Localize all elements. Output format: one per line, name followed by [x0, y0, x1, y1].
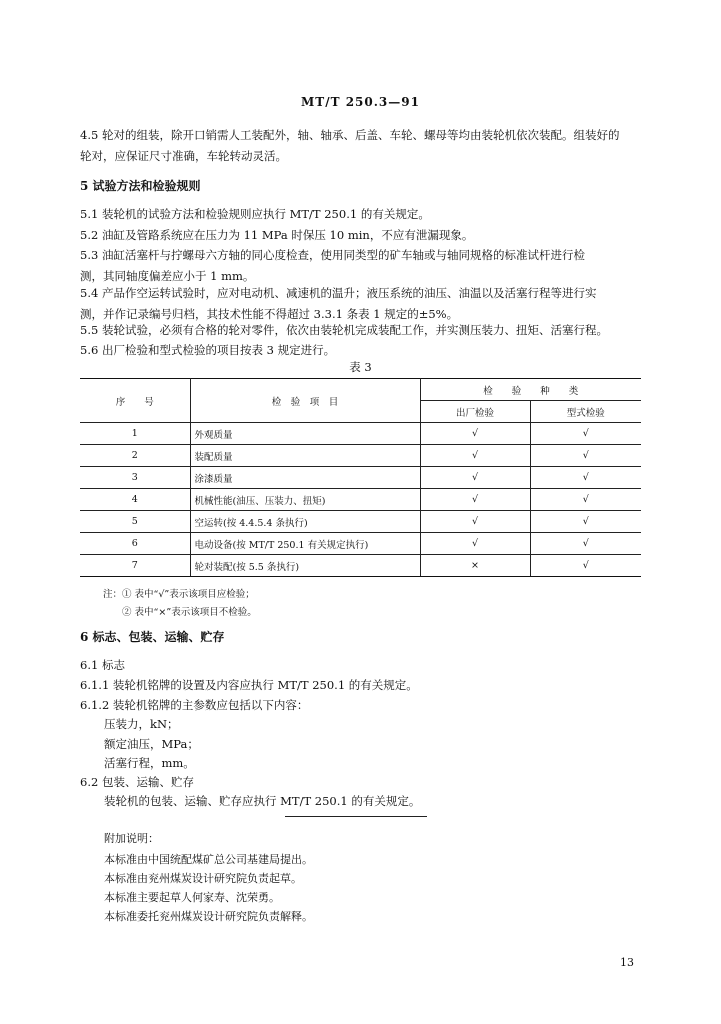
- section-5-3: [80, 245, 645, 287]
- inspection-table: [80, 378, 641, 577]
- section-6-1: 6.1 标志: [80, 658, 125, 672]
- row-no: 7: [80, 555, 190, 577]
- row-no: 5: [80, 511, 190, 533]
- row-item: 外观质量: [190, 423, 420, 445]
- param-stroke: 活塞行程，mm。: [104, 756, 195, 770]
- additional-note-3: 本标准主要起草人何家寿、沈荣勇。: [104, 891, 280, 904]
- col-header-type: 检 验 种 类: [420, 379, 641, 401]
- row-type: √: [530, 489, 641, 511]
- row-factory: √: [420, 423, 530, 445]
- row-type: √: [530, 511, 641, 533]
- section-5-4-line2: 测，并作记录编号归档，其技术性能不得超过 3.3.1 条表 1 规定的±5%。: [80, 307, 459, 321]
- row-factory: √: [420, 489, 530, 511]
- row-item: 电动设备(按 MT/T 250.1 有关规定执行): [190, 533, 420, 555]
- row-no: 1: [80, 423, 190, 445]
- row-type: √: [530, 423, 641, 445]
- additional-notes-title: 附加说明：: [104, 832, 159, 845]
- row-no: 3: [80, 467, 190, 489]
- section-4-5: [80, 125, 645, 167]
- row-type: √: [530, 445, 641, 467]
- section-4-5-line1: 4.5 轮对的组装，除开口销需人工装配外，轴、轴承、后盖、车轮、螺母等均由装轮机依次装配。组装好的: [80, 128, 620, 142]
- table-row: [80, 555, 641, 577]
- table-note-2: ② 表中“×”表示该项目不检验。: [122, 607, 257, 618]
- table-row: [80, 489, 641, 511]
- table-row: [80, 423, 641, 445]
- section-5-6: 5.6 出厂检验和型式检验的项目按表 3 规定进行。: [80, 343, 336, 357]
- row-factory: √: [420, 511, 530, 533]
- section-6-title: 6 标志、包装、运输、贮存: [80, 630, 225, 644]
- section-5-5: 5.5 装轮试验，必须有合格的轮对零件，依次由装轮机完成装配工作，并实测压装力、扭矩、活塞行程。: [80, 323, 608, 337]
- row-factory: √: [420, 445, 530, 467]
- table-caption: 表 3: [349, 360, 372, 374]
- table-note-1: 注：① 表中“√”表示该项目应检验；: [103, 589, 255, 600]
- row-no: 2: [80, 445, 190, 467]
- col-header-seq: 序 号: [80, 379, 190, 423]
- section-5-4: [80, 283, 645, 325]
- row-type: √: [530, 533, 641, 555]
- section-5-1: 5.1 装轮机的试验方法和检验规则应执行 MT/T 250.1 的有关规定。: [80, 207, 430, 221]
- row-item: 涂漆质量: [190, 467, 420, 489]
- row-type: √: [530, 555, 641, 577]
- row-factory: √: [420, 467, 530, 489]
- section-5-3-line1: 5.3 油缸活塞杆与拧螺母六方轴的同心度检查，使用同类型的矿车轴或与轴同规格的标准试杆进行检: [80, 248, 585, 262]
- section-5-4-line1: 5.4 产品作空运转试验时，应对电动机、减速机的温升；液压系统的油压、油温以及活塞行程等进行实: [80, 286, 597, 300]
- section-6-1-2: 6.1.2 装轮机铭牌的主参数应包括以下内容：: [80, 698, 309, 712]
- additional-note-1: 本标准由中国统配煤矿总公司基建局提出。: [104, 853, 313, 866]
- page-number: 13: [620, 956, 634, 969]
- additional-note-2: 本标准由兖州煤炭设计研究院负责起草。: [104, 872, 302, 885]
- row-factory: √: [420, 533, 530, 555]
- row-factory: ×: [420, 555, 530, 577]
- section-5-title: 5 试验方法和检验规则: [80, 179, 201, 193]
- param-pressure: 额定油压，MPa；: [104, 737, 199, 751]
- row-item: 机械性能(油压、压装力、扭矩): [190, 489, 420, 511]
- section-6-2: 6.2 包装、运输、贮存: [80, 775, 194, 789]
- table-row: [80, 533, 641, 555]
- row-no: 4: [80, 489, 190, 511]
- row-item: 空运转(按 4.4.5.4 条执行): [190, 511, 420, 533]
- param-force: 压装力，kN；: [104, 717, 179, 731]
- section-5-3-line2: 测，其同轴度偏差应小于 1 mm。: [80, 269, 255, 283]
- additional-note-4: 本标准委托兖州煤炭设计研究院负责解释。: [104, 910, 313, 923]
- table-row: [80, 511, 641, 533]
- section-6-1-1: 6.1.1 装轮机铭牌的设置及内容应执行 MT/T 250.1 的有关规定。: [80, 678, 418, 692]
- row-no: 6: [80, 533, 190, 555]
- section-6-2-body: 装轮机的包装、运输、贮存应执行 MT/T 250.1 的有关规定。: [104, 794, 421, 808]
- row-type: √: [530, 467, 641, 489]
- col-header-type-test: 型式检验: [530, 401, 641, 423]
- row-item: 轮对装配(按 5.5 条执行): [190, 555, 420, 577]
- section-4-5-line2: 轮对，应保证尺寸准确，车轮转动灵活。: [80, 149, 287, 163]
- table-row: [80, 445, 641, 467]
- page-header: MT/T 250.3—91: [301, 95, 420, 109]
- table-row: [80, 467, 641, 489]
- row-item: 装配质量: [190, 445, 420, 467]
- col-header-item: 检 验 项 目: [190, 379, 420, 423]
- section-5-2: 5.2 油缸及管路系统应在压力为 11 MPa 时保压 10 min，不应有泄漏现象。: [80, 228, 474, 242]
- col-header-factory: 出厂检验: [420, 401, 530, 423]
- separator-rule: [285, 816, 427, 817]
